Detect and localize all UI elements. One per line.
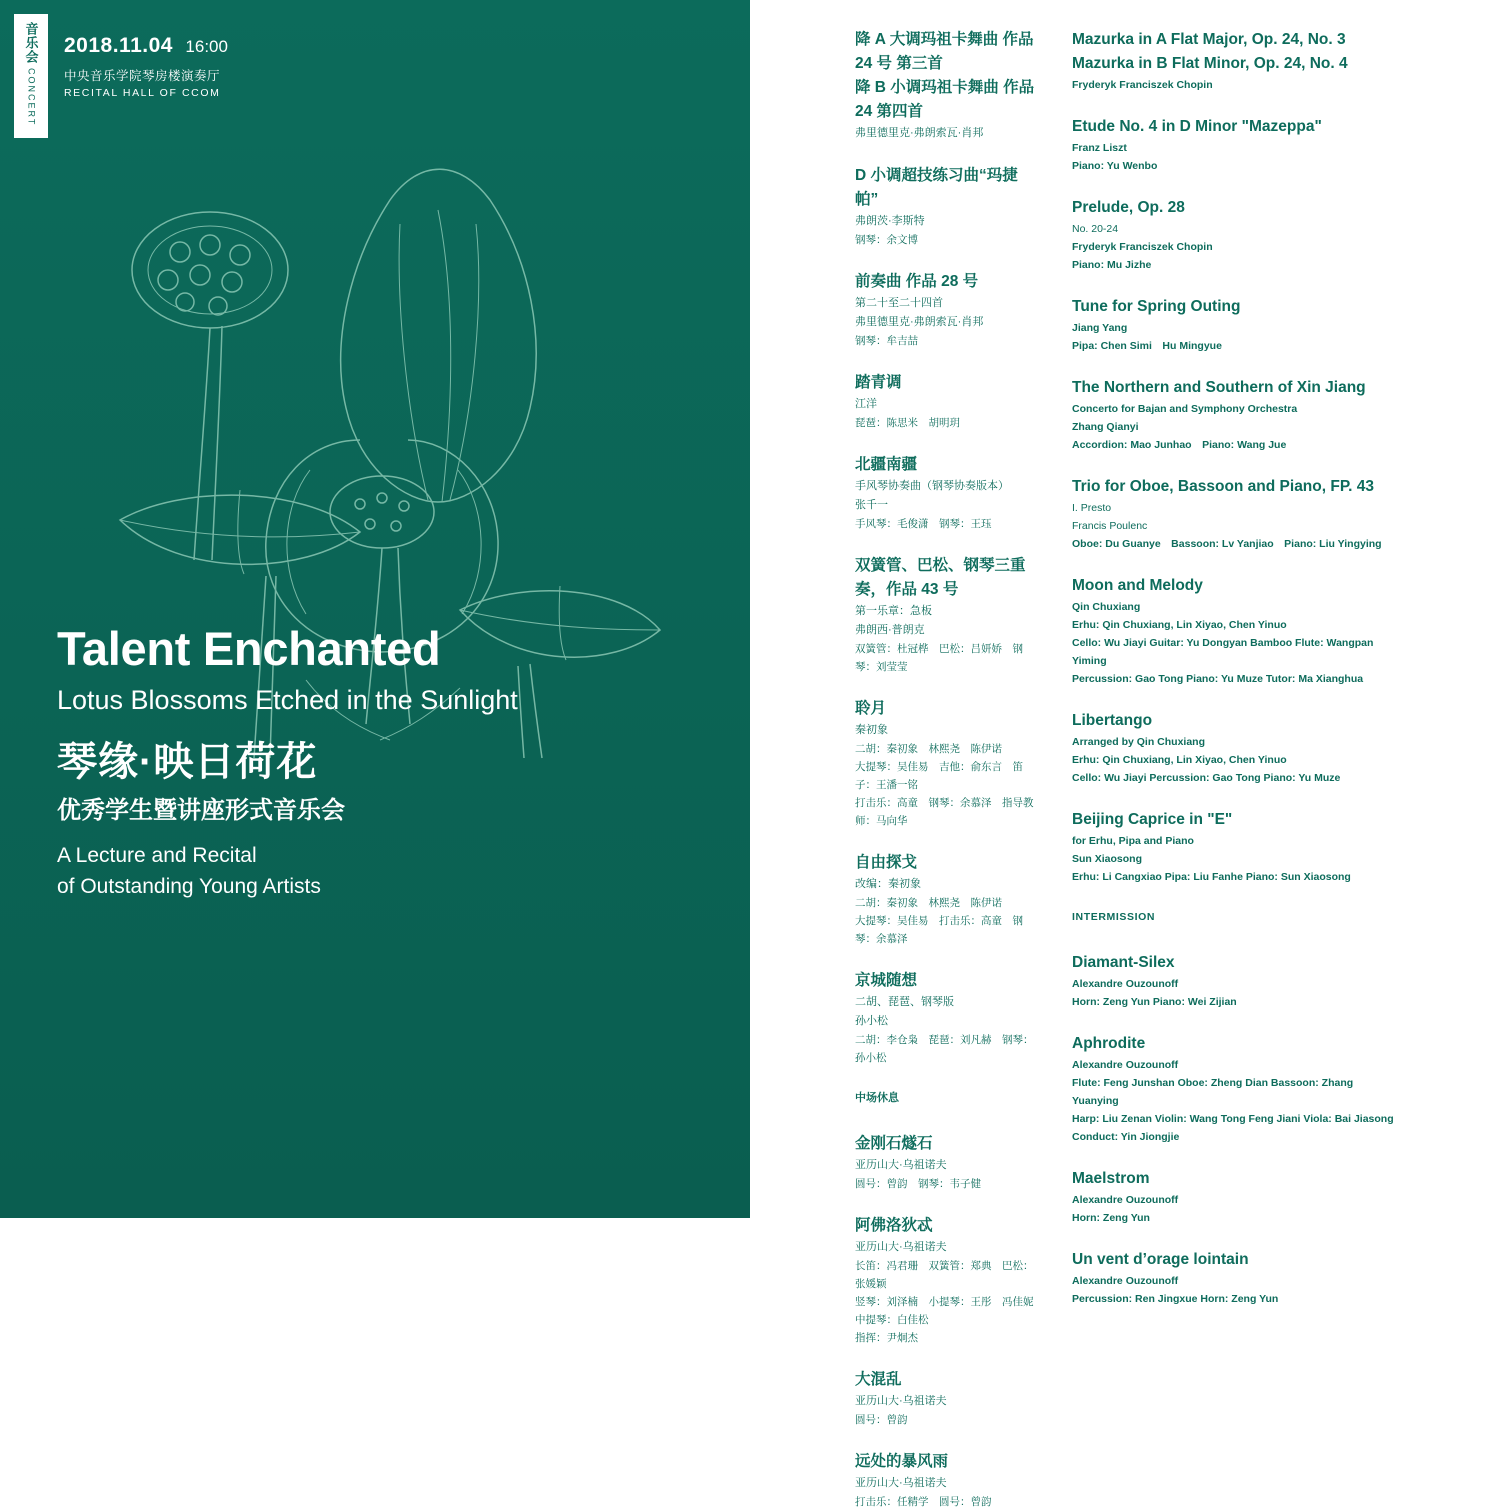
program-performers: Cello: Wu Jiayi Percussion: Gao Tong Piano: Yu Muze bbox=[1072, 772, 1341, 784]
poster-title-block bbox=[57, 620, 518, 902]
program-item bbox=[855, 969, 1040, 1067]
program-performers: 圆号：曾韵 bbox=[855, 1414, 908, 1426]
event-time: 16:00 bbox=[185, 37, 228, 56]
program-performers: 二胡：秦初象 林熙尧 陈伊诺 bbox=[855, 743, 1002, 755]
program-performers: Erhu: Qin Chuxiang, Lin Xiyao, Chen Yinuo bbox=[1072, 619, 1287, 631]
badge-label-en: CONCERT bbox=[26, 68, 37, 127]
program-title: Un vent d’orage lointain bbox=[1072, 1251, 1249, 1268]
program-performers: Flute: Feng Junshan Oboe: Zheng Dian Bassoon: Zhang Yuanying bbox=[1072, 1077, 1354, 1107]
program-performers: 大提琴：吴佳易 打击乐：高童 钢琴：余慕泽 bbox=[855, 915, 1023, 945]
program-title: 金刚石燧石 bbox=[855, 1135, 933, 1152]
program-item bbox=[1072, 1248, 1400, 1308]
program-performers: Oboe: Du Guanye Bassoon: Lv Yanjiao Piano: Liu Yingying bbox=[1072, 538, 1382, 550]
program-title: Beijing Caprice in "E" bbox=[1072, 811, 1233, 828]
program-item bbox=[855, 1450, 1040, 1511]
program-column-en bbox=[1040, 28, 1400, 1305]
program-composer: 弗朗茨·李斯特 bbox=[855, 215, 925, 227]
badge-label-cn: 音乐会 bbox=[23, 22, 39, 64]
program-item bbox=[1072, 475, 1400, 553]
program-title: 京城随想 bbox=[855, 972, 918, 989]
intermission-label: INTERMISSION bbox=[1072, 911, 1156, 923]
program-composer: Qin Chuxiang bbox=[1072, 601, 1141, 613]
program-title: 双簧管、巴松、钢琴三重奏，作品 43 号 bbox=[855, 557, 1026, 598]
poster-right-panel bbox=[750, 0, 1500, 1508]
program-item bbox=[855, 1214, 1044, 1347]
program-subtitle: 改编：秦初象 bbox=[855, 878, 921, 890]
program-title: D 小调超技练习曲“玛捷帕” bbox=[855, 167, 1018, 208]
program-title: Mazurka in A Flat Major, Op. 24, No. 3 bbox=[1072, 31, 1346, 48]
program-item bbox=[1072, 196, 1400, 274]
program-composer: Zhang Qianyi bbox=[1072, 421, 1139, 433]
program-subtitle: 第二十至二十四首 bbox=[855, 297, 943, 309]
program-item bbox=[855, 453, 1040, 533]
program-performers: 大提琴：吴佳易 吉他：俞东言 笛子：王潘一铭 bbox=[855, 761, 1023, 791]
program-item bbox=[1072, 709, 1400, 787]
program-performers: Erhu: Qin Chuxiang, Lin Xiyao, Chen Yinuo bbox=[1072, 754, 1287, 766]
program-item bbox=[855, 371, 1040, 432]
program-composer: Alexandre Ouzounoff bbox=[1072, 1275, 1179, 1287]
program-performers: Erhu: Li Cangxiao Pipa: Liu Fanhe Piano: Sun Xiaosong bbox=[1072, 871, 1351, 883]
program-performers: Cello: Wu Jiayi Guitar: Yu Dongyan Bamboo Flute: Wangpan Yiming bbox=[1072, 637, 1374, 667]
program-title: 北疆南疆 bbox=[855, 456, 918, 473]
program-title: Trio for Oboe, Bassoon and Piano, FP. 43 bbox=[1072, 478, 1375, 495]
program-item bbox=[855, 1132, 1040, 1193]
title-cn-sub: 优秀学生暨讲座形式音乐会 bbox=[57, 797, 345, 824]
program-composer: 江洋 bbox=[855, 398, 877, 410]
program-composer: 弗里德里克·弗朗索瓦·肖邦 bbox=[855, 316, 984, 328]
program-subtitle: No. 20-24 bbox=[1072, 223, 1119, 235]
program-item bbox=[855, 851, 1040, 948]
program-composer: 弗朗西·普朗克 bbox=[855, 624, 925, 636]
program-item bbox=[1072, 1032, 1400, 1146]
program-subtitle: 二胡、琵琶、钢琴版 bbox=[855, 996, 954, 1008]
program-item bbox=[1072, 1167, 1400, 1227]
program-title: 踏青调 bbox=[855, 374, 902, 391]
program-composer: Fryderyk Franciszek Chopin bbox=[1072, 241, 1213, 253]
program-subtitle: I. Presto bbox=[1072, 502, 1112, 514]
program-performers: 圆号：曾韵 钢琴：韦子健 bbox=[855, 1178, 981, 1190]
program-composer: Francis Poulenc bbox=[1072, 520, 1148, 532]
title-en-main: Talent Enchanted bbox=[57, 622, 441, 675]
program-composer: 亚历山大·乌祖诺夫 bbox=[855, 1477, 947, 1489]
program-item bbox=[1072, 808, 1400, 886]
program-composer: Alexandre Ouzounoff bbox=[1072, 1194, 1179, 1206]
program-title: Prelude, Op. 28 bbox=[1072, 199, 1185, 216]
program-item bbox=[855, 554, 1040, 676]
program-performers: Percussion: Ren Jingxue Horn: Zeng Yun bbox=[1072, 1293, 1279, 1305]
program-composer: 弗里德里克·弗朗索瓦·肖邦 bbox=[855, 127, 984, 139]
program-performers: Horn: Zeng Yun bbox=[1072, 1212, 1150, 1224]
program-composer: 秦初象 bbox=[855, 724, 888, 736]
program-performers: Piano: Mu Jizhe bbox=[1072, 259, 1152, 271]
program-composer: 亚历山大·乌祖诺夫 bbox=[855, 1159, 947, 1171]
program-performers: Pipa: Chen Simi Hu Mingyue bbox=[1072, 340, 1222, 352]
program-subtitle: 第一乐章：急板 bbox=[855, 605, 932, 617]
program-composer: Jiang Yang bbox=[1072, 322, 1128, 334]
event-header bbox=[64, 34, 228, 99]
program-composer: Alexandre Ouzounoff bbox=[1072, 1059, 1179, 1071]
program-title: 前奏曲 作品 28 号 bbox=[855, 273, 979, 290]
title-en-line1: A Lecture and Recital bbox=[57, 844, 257, 867]
program-item bbox=[855, 28, 1040, 143]
program-title: 远处的暴风雨 bbox=[855, 1453, 949, 1470]
program-performers: 打击乐：任精学 圆号：曾韵 bbox=[855, 1496, 992, 1508]
title-en-line2: of Outstanding Young Artists bbox=[57, 875, 321, 898]
program-title: 降 A 大调玛祖卡舞曲 作品 24 号 第三首 bbox=[855, 31, 1034, 72]
venue-en: RECITAL HALL OF CCOM bbox=[64, 87, 221, 99]
program-subtitle: Arranged by Qin Chuxiang bbox=[1072, 736, 1206, 748]
program-performers: 打击乐：高童 钢琴：余慕泽 指导教师：马向华 bbox=[855, 797, 1034, 827]
intermission-en bbox=[1072, 907, 1400, 927]
program-composer: 孙小松 bbox=[855, 1015, 888, 1027]
program-title: Moon and Melody bbox=[1072, 577, 1203, 594]
program-title: 自由探戈 bbox=[855, 854, 918, 871]
program-composer: 张千一 bbox=[855, 499, 888, 511]
program-title-2: 降 B 小调玛祖卡舞曲 作品 24 第四首 bbox=[855, 79, 1035, 120]
program-performers: Harp: Liu Zenan Violin: Wang Tong Feng Jiani Viola: Bai Jiasong bbox=[1072, 1113, 1394, 1125]
program-performers: Conduct: Yin Jiongjie bbox=[1072, 1131, 1180, 1143]
program-item bbox=[855, 1368, 1040, 1429]
program-composer: Sun Xiaosong bbox=[1072, 853, 1143, 865]
venue-cn: 中央音乐学院琴房楼演奏厅 bbox=[64, 69, 221, 83]
poster-left-panel bbox=[0, 0, 750, 1218]
program-item bbox=[1072, 376, 1400, 454]
program-title: Etude No. 4 in D Minor "Mazeppa" bbox=[1072, 118, 1322, 135]
concert-badge bbox=[14, 14, 48, 138]
program-performers: 长笛：冯君珊 双簧管：郑典 巴松：张媛颖 bbox=[855, 1260, 1034, 1290]
program-performers: 二胡：秦初象 林熙尧 陈伊诺 bbox=[855, 897, 1002, 909]
program-composer: 亚历山大·乌祖诺夫 bbox=[855, 1395, 947, 1407]
program-item bbox=[1072, 28, 1400, 94]
program-title: Aphrodite bbox=[1072, 1035, 1146, 1052]
program-performers: 双簧管：杜冠桦 巴松：吕妍娇 钢琴：刘莹莹 bbox=[855, 643, 1023, 673]
program-performers: Accordion: Mao Junhao Piano: Wang Jue bbox=[1072, 439, 1287, 451]
title-en-sub: Lotus Blossoms Etched in the Sunlight bbox=[57, 685, 518, 715]
program-performers: Percussion: Gao Tong Piano: Yu Muze Tutor: Ma Xianghua bbox=[1072, 673, 1364, 685]
program-subtitle: Concerto for Bajan and Symphony Orchestra bbox=[1072, 403, 1298, 415]
program-composer: 亚历山大·乌祖诺夫 bbox=[855, 1241, 947, 1253]
program-performers: Horn: Zeng Yun Piano: Wei Zijian bbox=[1072, 996, 1237, 1008]
program-title-2: Mazurka in B Flat Minor, Op. 24, No. 4 bbox=[1072, 55, 1348, 72]
program-column-cn bbox=[750, 28, 1044, 1508]
program-title: 阿佛洛狄忒 bbox=[855, 1217, 933, 1234]
program-composer: Alexandre Ouzounoff bbox=[1072, 978, 1179, 990]
program-performers: 钢琴：余文博 bbox=[855, 234, 918, 246]
program-performers: 琵琶：陈思米 胡明玥 bbox=[855, 417, 960, 429]
intermission-label: 中场休息 bbox=[855, 1092, 899, 1104]
program-performers: 手风琴：毛俊潇 钢琴：王珏 bbox=[855, 518, 992, 530]
program-performers: 指挥：尹炯杰 bbox=[855, 1332, 918, 1344]
program-item bbox=[1072, 115, 1400, 175]
program-item bbox=[855, 164, 1040, 249]
program-item bbox=[1072, 295, 1400, 355]
program-title: Diamant-Silex bbox=[1072, 954, 1175, 971]
program-item bbox=[1072, 574, 1400, 688]
program-title: 大混乱 bbox=[855, 1371, 902, 1388]
program-performers: 竖琴：刘泽楠 小提琴：王彤 冯佳妮 中提琴：白佳松 bbox=[855, 1296, 1044, 1326]
program-composer: Franz Liszt bbox=[1072, 142, 1127, 154]
program-item bbox=[855, 270, 1040, 350]
program-subtitle: 手风琴协奏曲（钢琴协奏版本） bbox=[855, 480, 1009, 492]
program-title: 聆月 bbox=[855, 700, 887, 717]
title-cn-main: 琴缘·映日荷花 bbox=[57, 740, 318, 784]
event-date: 2018.11.04 bbox=[64, 34, 173, 57]
program-composer: Fryderyk Franciszek Chopin bbox=[1072, 79, 1213, 91]
program-performers: 钢琴：牟吉喆 bbox=[855, 335, 918, 347]
program-title: Tune for Spring Outing bbox=[1072, 298, 1241, 315]
program-performers: 二胡：李仓枭 琵琶：刘凡赫 钢琴：孙小松 bbox=[855, 1034, 1034, 1064]
program-title: The Northern and Southern of Xin Jiang bbox=[1072, 379, 1366, 396]
program-performers: Piano: Yu Wenbo bbox=[1072, 160, 1158, 172]
intermission-cn bbox=[855, 1088, 1040, 1108]
program-title: Maelstrom bbox=[1072, 1170, 1150, 1187]
program-item bbox=[1072, 951, 1400, 1011]
program-subtitle: for Erhu, Pipa and Piano bbox=[1072, 835, 1194, 847]
program-title: Libertango bbox=[1072, 712, 1153, 729]
program-item bbox=[855, 697, 1040, 830]
